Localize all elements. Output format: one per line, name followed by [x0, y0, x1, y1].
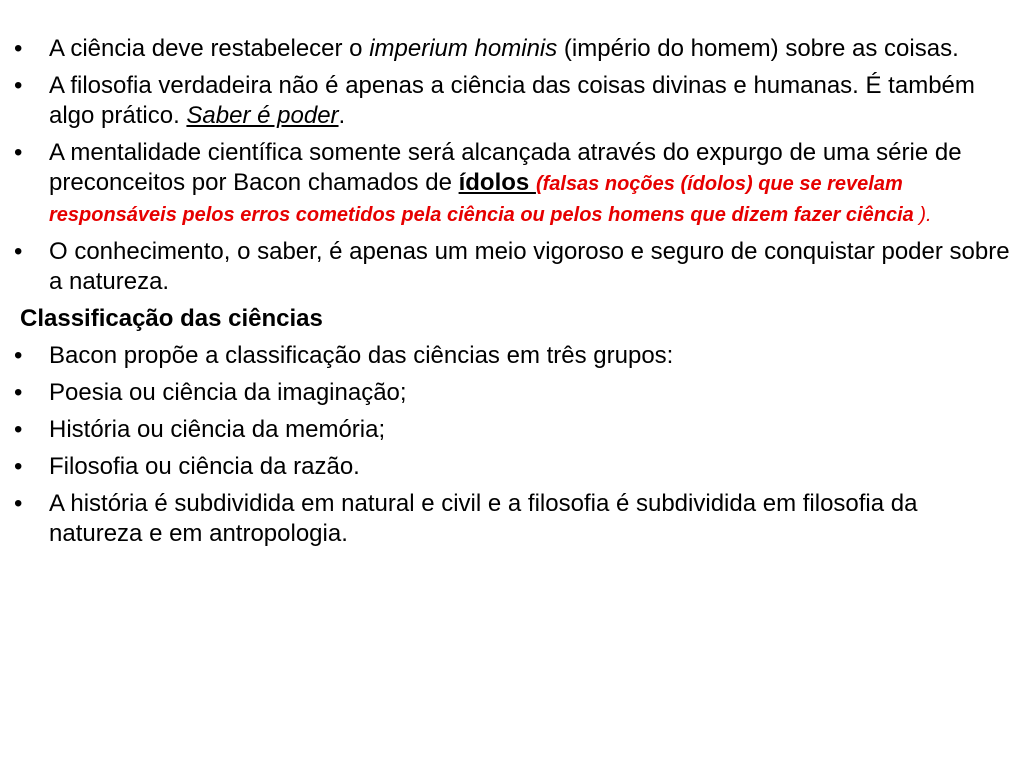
red-note-close: ). [919, 204, 932, 226]
bullet-item [14, 138, 1016, 230]
bullet-marker: • [14, 342, 23, 369]
item-text: Bacon propõe a classificação das ciências em três grupos: [49, 342, 674, 369]
bullet-marker: • [14, 490, 23, 517]
idolos-term: ídolos [458, 169, 536, 196]
item-text: Filosofia ou ciência da razão. [49, 453, 360, 480]
bullet-item [14, 34, 1016, 64]
item-text: A filosofia verdadeira não é apenas a ciência das coisas divinas e humanas. É também algo prático. [49, 72, 975, 129]
bullet-item [14, 452, 1016, 482]
bullet-item [14, 237, 1016, 297]
item-text: O conhecimento, o saber, é apenas um meio vigoroso e seguro de conquistar poder sobre a natureza. [49, 238, 1010, 295]
bullet-marker: • [14, 72, 23, 99]
item-text: A mentalidade científica somente será alcançada através do expurgo de uma série de preconceitos por Bacon chamados de [49, 139, 962, 196]
item-text: (império do homem) sobre as coisas. [557, 35, 959, 62]
item-emphasis: imperium hominis [369, 35, 558, 62]
item-text: A história é subdividida em natural e civil e a filosofia é subdividida em filosofia da natureza e em antropologia. [49, 490, 918, 547]
bullet-marker: • [14, 35, 23, 62]
bullet-item [14, 341, 1016, 371]
bullet-item [14, 378, 1016, 408]
bullet-item [14, 415, 1016, 445]
red-note: (falsas noções (ídolos) que se revelam responsáveis pelos erros cometidos pela ciência ou pelos homens que dizem fazer ciência [49, 173, 920, 226]
bullet-item [14, 71, 1016, 131]
item-text: Poesia ou ciência da imaginação; [49, 379, 407, 406]
bullet-marker: • [14, 139, 23, 166]
bullet-marker: • [14, 238, 23, 265]
bullet-marker: • [14, 379, 23, 406]
bullet-marker: • [14, 453, 23, 480]
bullet-item [14, 489, 1016, 549]
item-text: A ciência deve restabelecer o [49, 35, 370, 62]
item-emphasis: Saber é poder [186, 102, 339, 129]
item-text: . [338, 102, 346, 129]
slide-body [14, 34, 1016, 556]
bullet-marker: • [14, 416, 23, 443]
section-heading: Classificação das ciências [20, 305, 323, 332]
item-text: História ou ciência da memória; [49, 416, 386, 443]
